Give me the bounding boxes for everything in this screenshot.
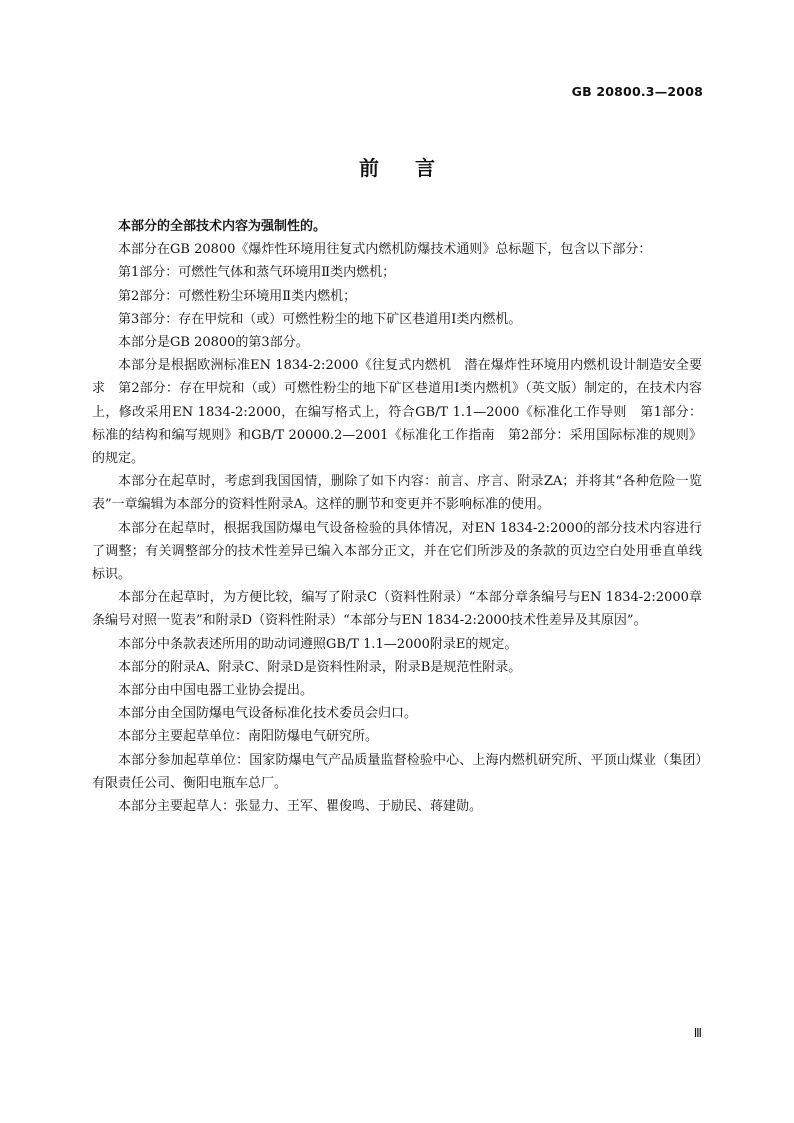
page-number: Ⅲ <box>693 1026 702 1040</box>
paragraph-main-drafting-unit: 本部分主要起草单位：南阳防爆电气研究所。 <box>118 729 379 745</box>
paragraph-responsible-committee: 本部分由全国防爆电气设备标准化技术委员会归口。 <box>118 706 418 722</box>
paragraph-annex-types: 本部分的附录A、附录C、附录D是资料性附录，附录B是规范性附录。 <box>118 659 522 675</box>
paragraph-part-3: 第3部分：存在甲烷和（或）可燃性粉尘的地下矿区巷道用Ⅰ类内燃机。 <box>118 311 522 327</box>
paragraph-part-2: 第2部分：可燃性粉尘环境用Ⅱ类内燃机； <box>118 288 357 304</box>
paragraph-deletions: 本部分在起草时，考虑到我国国情，删除了如下内容：前言、序言、附录ZA；并将其“各种危险一览表”一章编辑为本部分的资料性附录A。这样的删节和变更并不影响标准的使用。 <box>92 474 702 513</box>
paragraph-proposed-by: 本部分由中国电器工业协会提出。 <box>118 683 314 699</box>
paragraph-part-1: 第1部分：可燃性气体和蒸气环境用Ⅱ类内燃机； <box>118 265 396 281</box>
paragraph-annexes-comparison: 本部分在起草时，为方便比较，编写了附录C（资料性附录）“本部分章条编号与EN 1834-2:2000章条编号对照一览表”和附录D（资料性附录）“本部分与EN 1834-2:2000技术性差异及其原因”。 <box>92 590 702 629</box>
standard-number: GB 20800.3—2008 <box>571 84 703 99</box>
paragraph-basis-standard: 本部分是根据欧洲标准EN 1834-2:2000《往复式内燃机 潜在爆炸性环境用内燃机设计制造安全要求 第2部分：存在甲烷和（或）可燃性粉尘的地下矿区巷道用Ⅰ类内燃机》（英文版）制定的，在技术内容上，修改采用EN 1834-2:2000，在编写格式上，符合GB/T 1.1—2000《标准化工作导则 第1部分：标准的结构和编写规则》和GB/T 20000.2—2001《标准化工作指南 第2部分：采用国际标准的规则》的规定。 <box>92 358 702 467</box>
paragraph-main-drafters: 本部分主要起草人：张显力、王军、瞿俊鸣、于励民、蒋建勋。 <box>118 799 483 815</box>
paragraph-part-identity: 本部分是GB 20800的第3部分。 <box>118 335 309 351</box>
paragraph-adjustments: 本部分在起草时，根据我国防爆电气设备检验的具体情况，对EN 1834-2:2000的部分技术内容进行了调整；有关调整部分的技术性差异已编入本部分正文，并在它们所涉及的条款的页边空白处用垂直单线标识。 <box>92 520 702 583</box>
foreword-body <box>92 215 702 818</box>
paragraph-auxiliary-verbs: 本部分中条款表述所用的助动词遵照GB/T 1.1—2000附录E的规定。 <box>118 636 518 652</box>
paragraph-mandatory-statement: 本部分的全部技术内容为强制性的。 <box>118 219 327 234</box>
paragraph-series-intro: 本部分在GB 20800《爆炸性环境用往复式内燃机防爆技术通则》总标题下，包含以下部分： <box>118 242 652 258</box>
paragraph-participating-units: 本部分参加起草单位：国家防爆电气产品质量监督检验中心、上海内燃机研究所、平顶山煤业（集团）有限责任公司、衡阳电瓶车总厂。 <box>92 752 702 791</box>
page-title: 前言 <box>359 156 471 180</box>
